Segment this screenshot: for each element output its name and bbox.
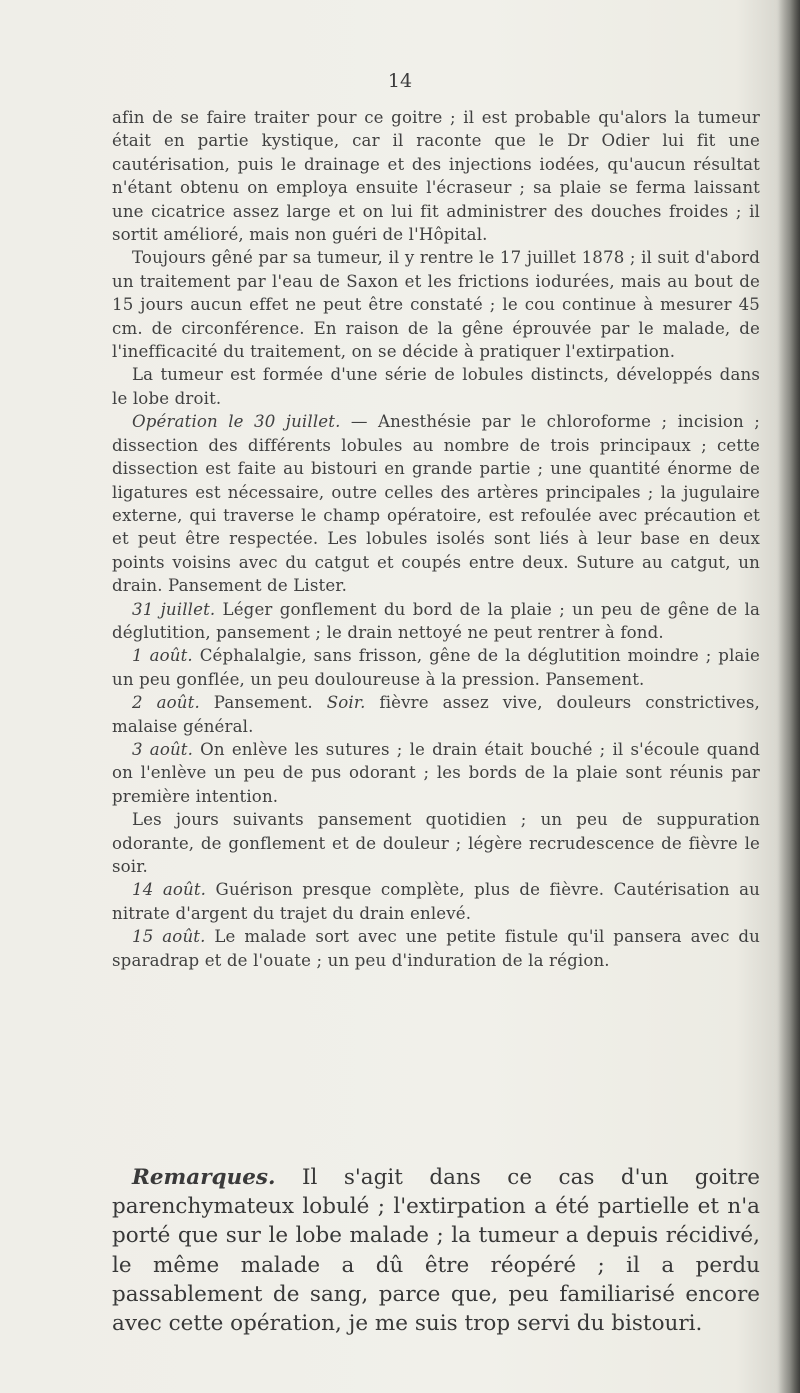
paragraph-date-lead: 31 juillet. (132, 599, 216, 619)
paragraph-text: Le malade sort avec une petite fistule qu'il pansera avec du sparadrap et de l'ouate ; un peu d'induration de la région. (112, 927, 760, 970)
paragraph (112, 598, 760, 645)
paragraph-text: Guérison presque complète, plus de fièvre. Cautérisation au nitrate d'argent du trajet du drain enlevé. (112, 880, 760, 923)
paragraph-text: Toujours gêné par sa tumeur, il y rentre le 17 juillet 1878 ; il suit d'abord un traitement par l'eau de Saxon et les frictions iodurées, mais au bout de 15 jours aucun effet ne peut être constaté ; le cou continue à mesurer 45 cm. de circonférence. En raison de la gêne éprouvée par le malade, de l'inefficacité du traitement, on se décide à pratiquer l'extirpation. (112, 248, 760, 362)
paragraph-text: — Anesthésie par le chloroforme ; incision ; dissection des différents lobules au nombre de trois principaux ; cette dissection est faite au bistouri en grande partie ; une quantité énorme de ligatures est nécessaire, outre celles des artères principales ; la jugulaire externe, qui traverse le champ opératoire, est refoulée avec précaution et et peut être respectée. Les lobules isolés sont liés à leur base en deux points voisins avec du catgut et coupés entre deux. Suture au catgut, un drain. Pansement de Lister. (112, 412, 760, 596)
paragraph (112, 246, 760, 363)
paragraph-text: La tumeur est formée d'une série de lobules distincts, développés dans le lobe droit. (112, 365, 760, 408)
case-report-body (112, 106, 760, 972)
remarks-title: Remarques. (132, 1165, 276, 1190)
remarks-section (112, 1163, 760, 1338)
remarks-text: Il s'agit dans ce cas d'un goitre parenchymateux lobulé ; l'extirpation a été partielle et n'a porté que sur le lobe malade ; la tumeur a depuis récidivé, le même malade a dû être réopéré ; il a perdu passablement de sang, parce que, peu familiarisé encore avec cette opération, je me suis trop servi du bistouri. (112, 1165, 760, 1337)
paragraph (112, 410, 760, 597)
paragraph (112, 363, 760, 410)
paragraph-text: Pansement. (199, 693, 327, 713)
paragraph-date-lead: 2 août. (132, 693, 200, 713)
paragraph-text: Léger gonflement du bord de la plaie ; un peu de gêne de la déglutition, pansement ; le drain nettoyé ne peut rentrer à fond. (112, 599, 760, 642)
paragraph-evening-lead: Soir. (326, 693, 366, 713)
paragraph-date-lead: 14 août. (132, 880, 207, 900)
paragraph (112, 644, 760, 691)
paragraph (112, 878, 760, 925)
paragraph (112, 808, 760, 878)
paragraph-text: afin de se faire traiter pour ce goitre ; il est probable qu'alors la tumeur était en partie kystique, car il raconte que le Dr Odier lui fit une cautérisation, puis le drainage et des injections iodées, qu'aucun résultat n'étant obtenu on employa ensuite l'écraseur ; sa plaie se ferma laissant une cicatrice assez large et on lui fit administrer des douches froides ; il sortit amélioré, mais non guéri de l'Hôpital. (112, 108, 760, 245)
paragraph (112, 925, 760, 972)
paragraph-text: On enlève les sutures ; le drain était bouché ; il s'écoule quand on l'enlève un peu de pus odorant ; les bords de la plaie sont réunis par première intention. (112, 739, 760, 806)
paragraph-text: Céphalalgie, sans frisson, gêne de la déglutition moindre ; plaie un peu gonflée, un peu douloureuse à la pression. Pansement. (112, 646, 760, 689)
page-number: 14 (387, 70, 413, 92)
paragraph-date-lead: 1 août. (132, 646, 193, 666)
paragraph (112, 738, 760, 808)
paragraph (112, 106, 760, 246)
paragraph-date-lead: Opération le 30 juillet. (132, 412, 341, 432)
paragraph-text: Les jours suivants pansement quotidien ; un peu de suppuration odorante, de gonflement et de douleur ; légère recrudescence de fièvre le soir. (112, 810, 760, 876)
paragraph-text: fièvre assez vive, douleurs constrictives, malaise général. (112, 693, 760, 736)
paragraph-date-lead: 15 août. (132, 927, 206, 947)
page-edge-shadow (778, 0, 800, 1393)
paragraph (112, 691, 760, 738)
paragraph-date-lead: 3 août. (132, 739, 194, 759)
